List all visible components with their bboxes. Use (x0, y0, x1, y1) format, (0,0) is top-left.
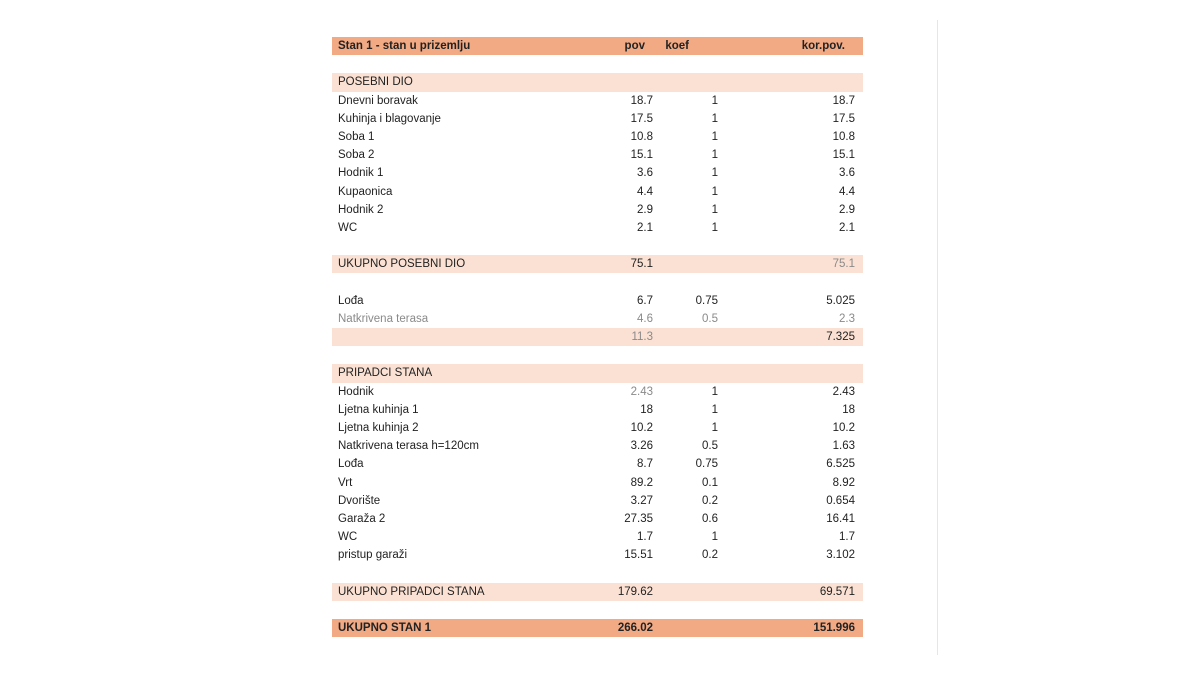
row-kor: 2.9 (839, 203, 855, 216)
table-row (332, 510, 863, 528)
row-kor: 10.8 (832, 130, 855, 143)
header-kor: kor.pov. (801, 40, 845, 52)
table-row (332, 419, 863, 437)
table-row (332, 546, 863, 564)
table-row (332, 164, 863, 182)
row-name: Kupaonica (338, 185, 393, 198)
subtotal-pov: 75.1 (630, 258, 653, 271)
row-pov: 4.4 (637, 185, 653, 198)
header-name: Stan 1 - stan u prizemlju (338, 40, 471, 52)
row-kor: 2.43 (832, 385, 855, 398)
row-name: Lođa (338, 458, 364, 471)
spacer-row (332, 55, 863, 73)
row-name: Dnevni boravak (338, 94, 418, 107)
row-koef: 1 (711, 130, 718, 143)
table-row (332, 401, 863, 419)
row-name: pristup garaži (338, 549, 408, 562)
grand-total-row (332, 619, 863, 637)
row-koef: 1 (711, 167, 718, 180)
table-row (332, 146, 863, 164)
section-title: PRIPADCI STANA (338, 367, 433, 380)
subtotal-kor: 75.1 (832, 258, 855, 271)
table-row (332, 437, 863, 455)
row-koef: 1 (711, 203, 718, 216)
row-koef: 1 (711, 403, 718, 416)
row-koef: 0.1 (702, 476, 718, 489)
row-koef: 0.2 (702, 549, 718, 562)
row-name: Vrt (338, 476, 353, 489)
subtotal-kor: 69.571 (819, 585, 855, 598)
row-koef: 0.5 (702, 440, 718, 453)
table-header-row (332, 37, 863, 55)
row-name: Kuhinja i blagovanje (338, 112, 441, 125)
row-pov: 17.5 (630, 112, 653, 125)
row-kor: 10.2 (832, 421, 855, 434)
sum-kor: 7.325 (826, 331, 855, 343)
table-row (332, 492, 863, 510)
section-title-posebni (332, 73, 863, 91)
row-name: Soba 1 (338, 130, 375, 143)
row-koef: 1 (711, 421, 718, 434)
spacer-row (332, 564, 863, 582)
row-pov: 6.7 (637, 294, 653, 307)
table-row (332, 183, 863, 201)
row-kor: 18.7 (832, 94, 855, 107)
row-kor: 2.1 (839, 221, 855, 234)
row-name: Ljetna kuhinja 2 (338, 421, 419, 434)
row-name: Hodnik 1 (338, 167, 384, 180)
row-koef: 0.5 (702, 312, 718, 325)
row-pov: 10.8 (630, 130, 653, 143)
row-koef: 0.75 (695, 458, 718, 471)
table-row (332, 92, 863, 110)
row-kor: 8.92 (832, 476, 855, 489)
row-koef: 0.2 (702, 494, 718, 507)
row-pov: 2.43 (630, 385, 653, 398)
table-row (332, 292, 863, 310)
row-name: Natkrivena terasa h=120cm (338, 440, 479, 453)
row-pov: 3.27 (630, 494, 653, 507)
total-kor: 151.996 (813, 622, 855, 634)
row-koef: 1 (711, 112, 718, 125)
row-koef: 0.6 (702, 512, 718, 525)
row-name: Natkrivena terasa (338, 312, 429, 325)
section-title-pripadci (332, 364, 863, 382)
row-name: WC (338, 221, 358, 234)
sum-pov: 11.3 (631, 331, 653, 343)
row-koef: 1 (711, 94, 718, 107)
pripadci-rows (332, 383, 863, 565)
spacer-row (332, 346, 863, 364)
table-row (332, 383, 863, 401)
row-kor: 3.6 (839, 167, 855, 180)
row-name: WC (338, 531, 358, 544)
row-pov: 27.35 (624, 512, 653, 525)
row-kor: 1.63 (832, 440, 855, 453)
row-pov: 10.2 (630, 421, 653, 434)
row-name: Lođa (338, 294, 364, 307)
row-pov: 2.1 (637, 221, 653, 234)
row-name: Hodnik 2 (338, 203, 384, 216)
table-row (332, 110, 863, 128)
row-pov: 8.7 (637, 458, 653, 471)
subtotal-name: UKUPNO PRIPADCI STANA (338, 585, 485, 598)
lodja-sum-row (332, 328, 863, 346)
table-row (332, 310, 863, 328)
row-kor: 2.3 (839, 312, 855, 325)
row-kor: 3.102 (826, 549, 855, 562)
total-name: UKUPNO STAN 1 (338, 622, 432, 634)
spacer-row (332, 273, 863, 291)
table-row (332, 219, 863, 237)
table-row (332, 201, 863, 219)
row-kor: 0.654 (826, 494, 855, 507)
row-kor: 1.7 (839, 531, 855, 544)
table-row (332, 128, 863, 146)
row-koef: 1 (711, 185, 718, 198)
row-kor: 18 (842, 403, 855, 416)
row-koef: 1 (711, 221, 718, 234)
table-row (332, 455, 863, 473)
table-row (332, 474, 863, 492)
row-kor: 4.4 (839, 185, 855, 198)
header-koef: koef (665, 40, 689, 52)
posebni-rows (332, 92, 863, 238)
row-name: Garaža 2 (338, 512, 386, 525)
row-koef: 0.75 (695, 294, 718, 307)
row-kor: 17.5 (832, 112, 855, 125)
row-pov: 4.6 (637, 312, 653, 325)
row-name: Hodnik (338, 385, 374, 398)
row-pov: 18.7 (630, 94, 653, 107)
row-koef: 1 (711, 385, 718, 398)
row-name: Ljetna kuhinja 1 (338, 403, 419, 416)
spacer-row (332, 237, 863, 255)
row-kor: 5.025 (826, 294, 855, 307)
spacer-row (332, 601, 863, 619)
row-name: Dvorište (338, 494, 381, 507)
row-pov: 2.9 (637, 203, 653, 216)
row-koef: 1 (711, 531, 718, 544)
subtotal-name: UKUPNO POSEBNI DIO (338, 258, 466, 271)
subtotal-pov: 179.62 (617, 585, 653, 598)
subtotal-pripadci-row (332, 583, 863, 601)
subtotal-posebni-row (332, 255, 863, 273)
row-koef: 1 (711, 149, 718, 162)
row-pov: 3.6 (637, 167, 653, 180)
row-kor: 6.525 (826, 458, 855, 471)
page-divider-line (937, 20, 938, 655)
table-row (332, 528, 863, 546)
header-pov: pov (624, 40, 645, 52)
row-pov: 15.1 (630, 149, 653, 162)
row-kor: 15.1 (832, 149, 855, 162)
row-name: Soba 2 (338, 149, 375, 162)
area-table (332, 37, 863, 637)
section-title: POSEBNI DIO (338, 76, 413, 89)
row-pov: 15.51 (624, 549, 653, 562)
row-pov: 89.2 (630, 476, 653, 489)
row-pov: 3.26 (630, 440, 653, 453)
row-kor: 16.41 (826, 512, 855, 525)
total-pov: 266.02 (617, 622, 653, 634)
row-pov: 1.7 (637, 531, 653, 544)
row-pov: 18 (640, 403, 653, 416)
